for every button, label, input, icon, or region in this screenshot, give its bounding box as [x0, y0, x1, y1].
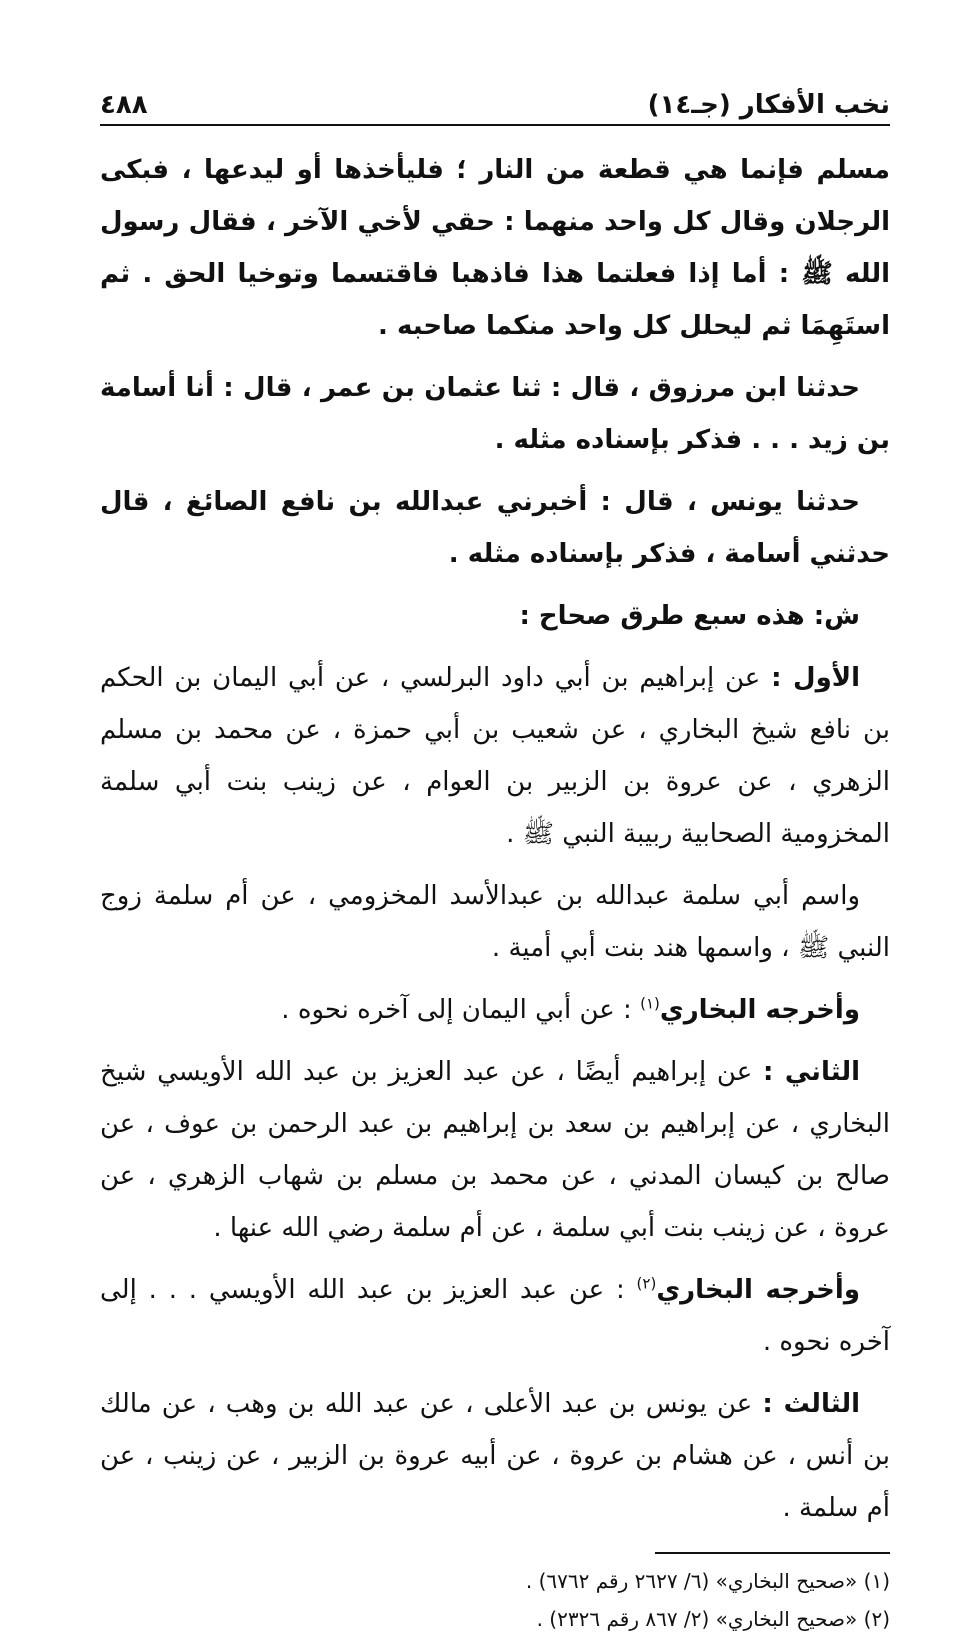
page-number: ٤٨٨: [100, 90, 148, 120]
book-title: نخب الأفكار (جـ١٤): [647, 90, 890, 120]
paragraph-third-chain: [100, 1378, 890, 1534]
document-page: [100, 80, 890, 1638]
paragraph-6: واسم أبي سلمة عبدالله بن عبدالأسد المخزومي ، عن أم سلمة زوج النبي ﷺ ، واسمها هند بنت أبي أمية .: [100, 881, 890, 963]
takhrij-label: وأخرجه البخاري: [656, 1275, 860, 1305]
chain-label: الأول :: [771, 663, 861, 693]
takhrij-text: : عن أبي اليمان إلى آخره نحوه .: [281, 995, 641, 1025]
chain-text: عن يونس بن عبد الأعلى ، عن عبد الله بن وهب ، عن مالك بن أنس ، عن هشام بن عروة ، عن أبيه عروة بن الزبير ، عن زينب ، عن أم سلمة .: [100, 1389, 890, 1523]
paragraph-1: مسلم فإنما هي قطعة من النار ؛ فليأخذها أو ليدعها ، فبكى الرجلان وقال كل واحد منهما : حقي لأخي الآخر ، فقال رسول الله ﷺ : أما إذا فعلتما هذا فاذهبا فاقتسما وتوخيا الحق . ثم استَهِمَا ثم ليحلل كل واحد منكما صاحبه .: [100, 155, 890, 341]
chain-text: عن إبراهيم أيضًا ، عن عبد العزيز بن عبد الله الأويسي شيخ البخاري ، عن إبراهيم بن سعد بن إبراهيم بن عبد الرحمن بن عوف ، عن صالح بن كيسان المدني ، عن محمد بن مسلم بن شهاب الزهري ، عن عروة ، عن زينب بنت أبي سلمة ، عن أم سلمة رضي الله عنها .: [100, 1057, 890, 1243]
paragraph-second-chain: [100, 1046, 890, 1254]
main-text: [100, 144, 890, 1534]
section-heading: ش: هذه سبع طرق صحاح :: [519, 601, 860, 631]
footnote-1: (١) «صحيح البخاري» (٦/ ٢٦٢٧ رقم ٦٧٦٢) .: [525, 1569, 890, 1593]
footnote-ref: (١): [640, 994, 660, 1013]
takhrij-text: : عن عبد العزيز بن عبد الله الأويسي . . . إلى آخره نحوه .: [100, 1275, 890, 1357]
takhrij-label: وأخرجه البخاري: [659, 995, 860, 1025]
footnotes: [100, 1552, 890, 1638]
chain-label: الثاني :: [762, 1057, 860, 1087]
running-header: [100, 80, 890, 126]
paragraph-3: حدثنا يونس ، قال : أخبرني عبدالله بن نافع الصائغ ، قال حدثني أسامة ، فذكر بإسناده مثله .: [100, 487, 890, 569]
paragraph-takhrij-2: [100, 1264, 890, 1368]
chain-text: عن إبراهيم بن أبي داود البرلسي ، عن أبي اليمان بن الحكم بن نافع شيخ البخاري ، عن شعيب بن أبي حمزة ، عن محمد بن مسلم الزهري ، عن عروة بن الزبير بن العوام ، عن زينب بنت أبي سلمة المخزومية الصحابية ربيبة النبي ﷺ .: [100, 663, 890, 849]
paragraph-takhrij-1: [100, 984, 890, 1036]
paragraph-2: حدثنا ابن مرزوق ، قال : ثنا عثمان بن عمر ، قال : أنا أسامة بن زيد . . . فذكر بإسناده مثله .: [100, 373, 890, 455]
footnote-2: (٢) «صحيح البخاري» (٢/ ٨٦٧ رقم ٢٣٢٦) .: [536, 1607, 890, 1631]
chain-label: الثالث :: [762, 1389, 860, 1419]
paragraph-first-chain: [100, 652, 890, 860]
footnote-ref: (٢): [636, 1274, 657, 1293]
